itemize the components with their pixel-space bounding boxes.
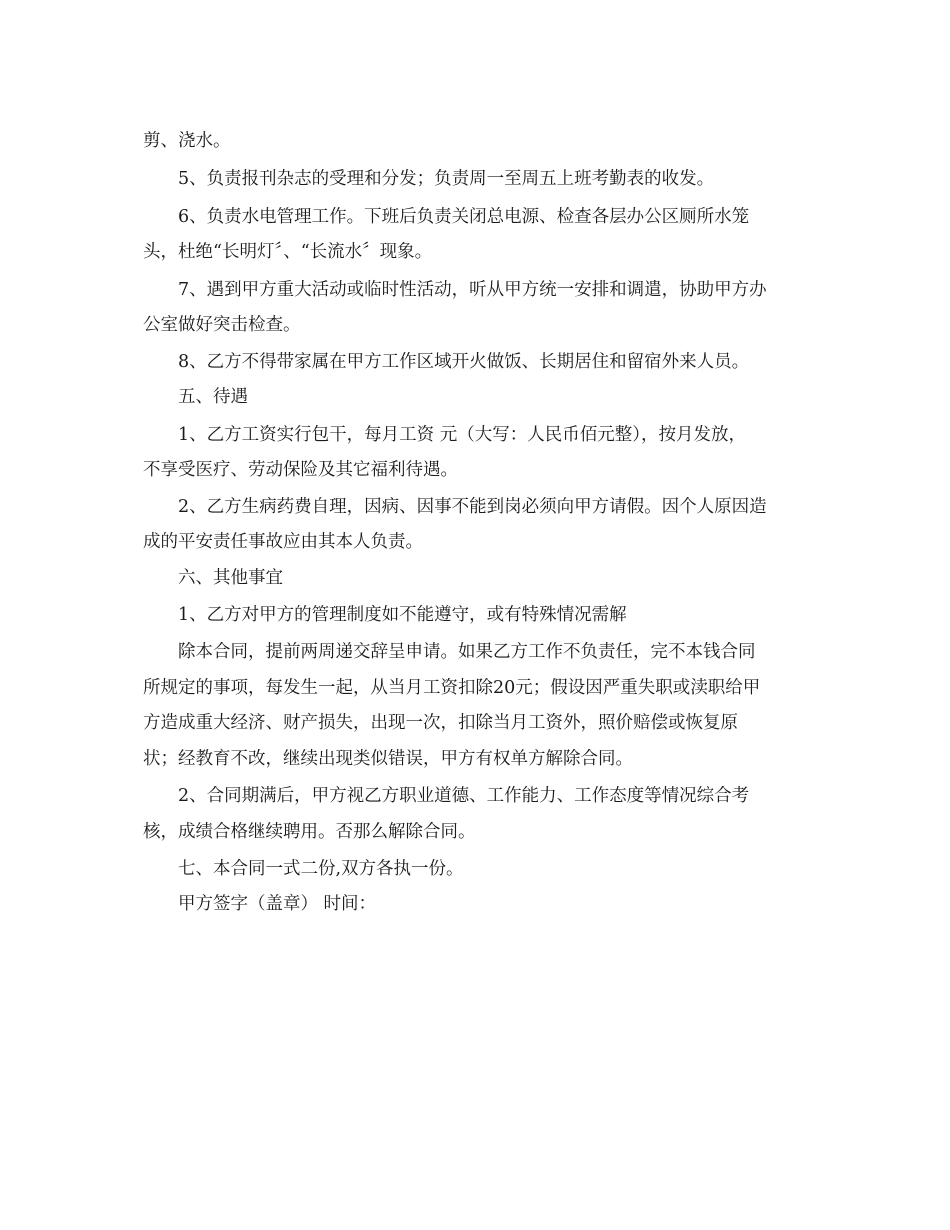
clause-6-2: 2、合同期满后，甲方视乙方职业道德、工作能力、工作态度等情况综合考 [178, 786, 750, 806]
clause-4-7: 7、遇到甲方重大活动或临时性活动，听从甲方统一安排和调遣，协助甲方办 [178, 280, 767, 300]
clause-4-5: 5、负责报刊杂志的受理和分发；负责周一至周五上班考勤表的收发。 [178, 169, 715, 189]
section-heading-5: 五、待遇 [178, 387, 248, 407]
clause-4-8: 8、乙方不得带家属在甲方工作区域开火做饭、长期居住和留宿外来人员。 [178, 352, 750, 372]
clause-6-1: 1、乙方对甲方的管理制度如不能遵守，或有特殊情况需解 [178, 605, 627, 625]
signature-line: 甲方签字（盖章） 时间： [178, 894, 377, 914]
body-text-line: 剪、浇水。 [143, 131, 231, 151]
body-text-line: 核，成绩合格继续聘用。否那么解除合同。 [143, 822, 476, 842]
body-text-line: 头，杜绝“长明灯〞、“长流水〞现象。 [143, 242, 433, 262]
section-heading-7: 七、本合同一式二份,双方各执一份。 [178, 859, 464, 879]
section-heading-6: 六、其他事宜 [178, 568, 283, 588]
clause-5-1: 1、乙方工资实行包干，每月工资 元（大写：人民币佰元整），按月发放， [178, 425, 746, 445]
body-text-line: 成的平安责任事故应由其本人负责。 [143, 532, 423, 552]
clause-4-6: 6、负责水电管理工作。下班后负责关闭总电源、检查各层办公区厕所水笼 [178, 207, 750, 227]
body-text-line: 方造成重大经济、财产损失，出现一次，扣除当月工资外，照价赔偿或恢复原 [143, 713, 738, 733]
body-text-line: 不享受医疗、劳动保险及其它福利待遇。 [143, 460, 458, 480]
body-text-line: 状；经教育不改，继续出现类似错误，甲方有权单方解除合同。 [143, 749, 633, 769]
clause-5-2: 2、乙方生病药费自理，因病、因事不能到岗必须向甲方请假。因个人原因造 [178, 497, 767, 517]
body-text-line: 所规定的事项，每发生一起，从当月工资扣除20元；假设因严重失职或渎职给甲 [143, 678, 761, 698]
body-text-line: 除本合同，提前两周递交辞呈申请。如果乙方工作不负责任，完不本钱合同 [178, 642, 756, 662]
body-text-line: 公室做好突击检查。 [143, 315, 301, 335]
